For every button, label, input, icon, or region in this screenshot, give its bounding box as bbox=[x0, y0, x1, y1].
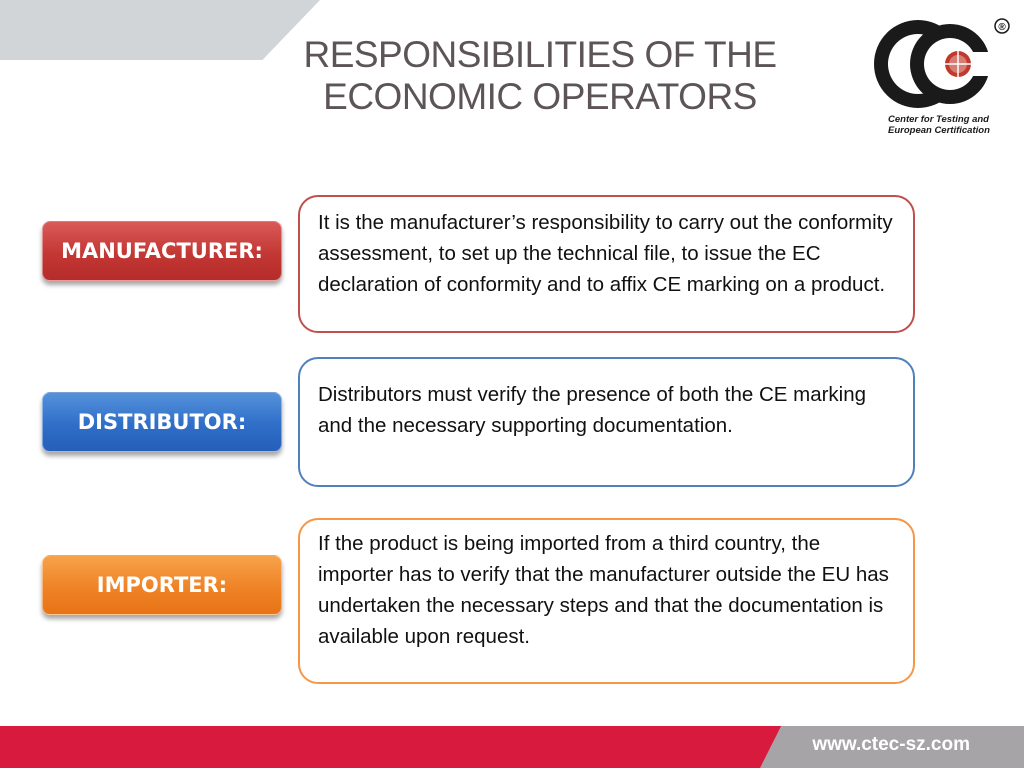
logo-caption bbox=[888, 114, 1024, 136]
registered-mark: ® bbox=[998, 22, 1006, 33]
slide-title bbox=[230, 34, 850, 118]
footer-url: www.ctec-sz.com bbox=[812, 734, 970, 755]
distributor-label: DISTRIBUTOR: bbox=[42, 392, 282, 452]
title-line-2: ECONOMIC OPERATORS bbox=[323, 76, 757, 117]
manufacturer-label: MANUFACTURER: bbox=[42, 221, 282, 281]
distributor-description: Distributors must verify the presence of both the CE marking and the necessary supporting documentation. bbox=[298, 357, 915, 487]
title-line-1: RESPONSIBILITIES OF THE bbox=[303, 34, 777, 75]
importer-label: IMPORTER: bbox=[42, 555, 282, 615]
logo-caption-line-1: Center for Testing and bbox=[888, 114, 989, 125]
manufacturer-description: It is the manufacturer’s responsibility to carry out the conformity assessment, to set up the technical file, to issue the EC declaration of conformity and to affix CE marking on a product. bbox=[298, 195, 915, 333]
importer-description: If the product is being imported from a third country, the importer has to verify that the manufacturer outside the EU has undertaken the necessary steps and that the documentation is available upon request. bbox=[298, 518, 915, 684]
logo-caption-line-2: European Certification bbox=[888, 125, 990, 136]
